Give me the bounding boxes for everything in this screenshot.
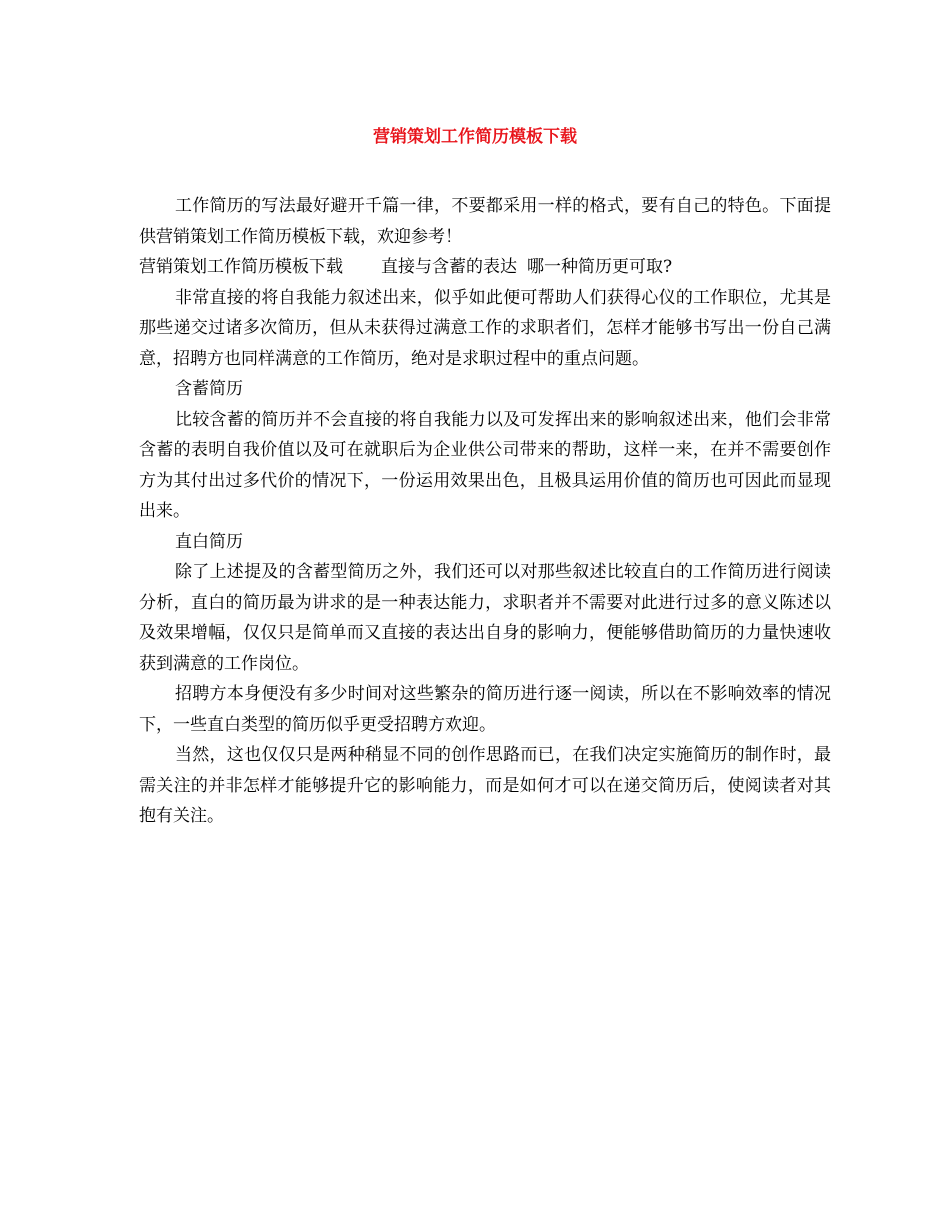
intro-paragraph: 工作简历的写法最好避开千篇一律，不要都采用一样的格式，要有自己的特色。下面提供营销策划工作简历模板下载，欢迎参考！ [139, 196, 831, 247]
section-heading-a: 营销策划工作简历模板下载 [139, 257, 343, 277]
section-heading-line [139, 252, 831, 283]
section-heading-b: 直接与含蓄的表达 [381, 257, 517, 277]
paragraph-4: 招聘方本身便没有多少时间对这些繁杂的简历进行逐一阅读，所以在不影响效率的情况下，一些直白类型的简历似乎更受招聘方欢迎。 [139, 684, 831, 735]
document-title: 营销策划工作简历模板下载 [373, 127, 577, 147]
document-body [139, 191, 831, 832]
subheading-direct: 直白简历 [175, 531, 243, 552]
paragraph-3: 除了上述提及的含蓄型简历之外，我们还可以对那些叙述比较直白的工作简历进行阅读分析，直白的简历最为讲求的是一种表达能力，求职者并不需要对此进行过多的意义陈述以及效果增幅，仅仅只是简单而又直接的表达出自身的影响力，便能够借助简历的力量快速收获到满意的工作岗位。 [139, 562, 831, 674]
section-heading-c: 哪一种简历更可取? [527, 257, 673, 277]
paragraph-2: 比较含蓄的简历并不会直接的将自我能力以及可发挥出来的影响叙述出来，他们会非常含蓄的表明自我价值以及可在就职后为企业供公司带来的帮助，这样一来，在并不需要创作方为其付出过多代价的情况下，一份运用效果出色，且极具运用价值的简历也可因此而显现出来。 [139, 409, 831, 521]
paragraph-1: 非常直接的将自我能力叙述出来，似乎如此便可帮助人们获得心仪的工作职位，尤其是那些递交过诸多次简历，但从未获得过满意工作的求职者们，怎样才能够书写出一份自己满意，招聘方也同样满意的工作简历，绝对是求职过程中的重点问题。 [139, 287, 831, 369]
paragraph-5: 当然，这也仅仅只是两种稍显不同的创作思路而已，在我们决定实施简历的制作时，最需关注的并非怎样才能够提升它的影响能力，而是如何才可以在递交简历后，使阅读者对其抱有关注。 [139, 745, 831, 826]
subheading-implicit: 含蓄简历 [175, 379, 243, 399]
